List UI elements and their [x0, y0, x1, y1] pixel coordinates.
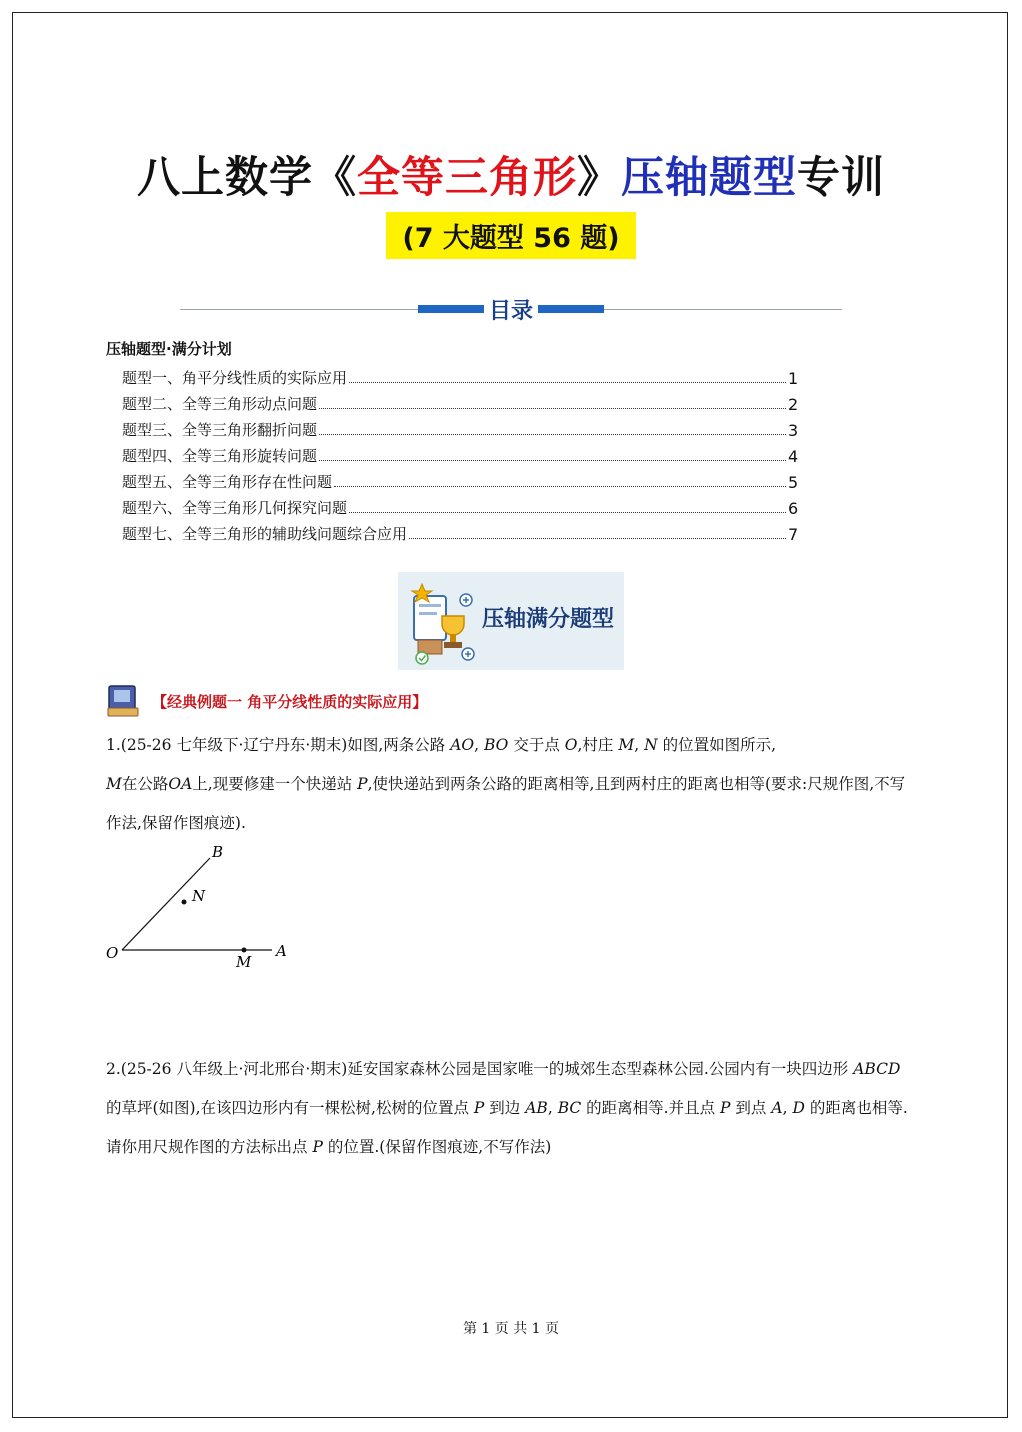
toc-leader [319, 434, 786, 435]
label-m: M [236, 953, 252, 971]
toc-item-page: 2 [788, 395, 799, 414]
toc-item[interactable] [122, 362, 798, 388]
toc-item-label: 题型二、全等三角形动点问题 [122, 395, 318, 413]
toc-item-page: 5 [788, 473, 799, 492]
toc-leader [349, 512, 786, 513]
section-title: 【经典例题一 角平分线性质的实际应用】 [152, 692, 428, 711]
toc-item[interactable] [122, 414, 798, 440]
banner-title: 压轴满分题型 [482, 607, 615, 632]
toc-item-page: 7 [788, 525, 799, 544]
toc-divider-right [604, 309, 842, 310]
document-title: 八上数学《全等三角形》压轴题型专训 [137, 153, 885, 203]
toc-item[interactable] [122, 440, 798, 466]
toc-item-label: 题型七、全等三角形的辅助线问题综合应用 [122, 525, 408, 543]
toc-item-label: 题型四、全等三角形旋转问题 [122, 447, 318, 465]
toc-item-label: 题型三、全等三角形翻折问题 [122, 421, 318, 439]
toc-item-label: 题型五、全等三角形存在性问题 [122, 473, 333, 491]
toc-item[interactable] [122, 388, 798, 414]
label-a: A [276, 942, 287, 960]
toc-item-label: 题型一、角平分线性质的实际应用 [122, 369, 348, 387]
subtitle-badge: (7 大题型 56 题) [386, 212, 635, 259]
toc-item-page: 1 [788, 369, 799, 388]
toc-leader [349, 382, 786, 383]
toc-title: 目录 [488, 299, 533, 324]
toc-item-page: 6 [788, 499, 799, 518]
toc-group-title: 压轴题型·满分计划 [106, 340, 232, 358]
trophy-icon [408, 578, 480, 668]
toc-heading [180, 294, 842, 326]
problem-1: 1.(25-26 七年级下·辽宁丹东·期末)如图,两条公路 AO, BO 交于点 O,村庄 M, N 的位置如图所示, M在公路OA上,现要修建一个快递站 P,使快递站到两条公路的距离相等,且到两村庄的距离也相等(要求:尺规作图,不写作法,保留作图痕迹). [106, 736, 906, 832]
toc-list [122, 362, 798, 544]
toc-item[interactable] [122, 518, 798, 544]
toc-item[interactable] [122, 466, 798, 492]
problem-2: 2.(25-26 八年级上·河北邢台·期末)延安国家森林公园是国家唯一的城郊生态型森林公园.公园内有一块四边形 ABCD 的草坪(如图),在该四边形内有一棵松树,松树的位置点 P 到边 AB, BC 的距离相等.并且点 P 到点 A, D 的距离也相等.请你用尺规作图的方法标出点 P 的位置.(保留作图痕迹,不写作法) [106, 1060, 908, 1156]
toc-divider-left [180, 309, 418, 310]
section-banner [398, 572, 624, 670]
toc-bar-left [418, 305, 484, 313]
page-footer: 第 1 页 共 1 页 [462, 1321, 560, 1337]
label-o: O [106, 944, 119, 962]
toc-leader [319, 460, 786, 461]
toc-item-label: 题型六、全等三角形几何探究问题 [122, 499, 348, 517]
section-header [106, 684, 427, 718]
toc-item-page: 4 [788, 447, 799, 466]
point-m [242, 948, 247, 953]
label-n: N [192, 887, 206, 905]
point-n [182, 900, 187, 905]
toc-leader [334, 486, 786, 487]
angle-figure [100, 838, 300, 978]
toc-item[interactable] [122, 492, 798, 518]
toc-leader [319, 408, 786, 409]
toc-item-page: 3 [788, 421, 799, 440]
toc-bar-right [538, 305, 604, 313]
label-b: B [212, 843, 224, 861]
toc-leader [409, 538, 786, 539]
book-icon [106, 684, 140, 718]
